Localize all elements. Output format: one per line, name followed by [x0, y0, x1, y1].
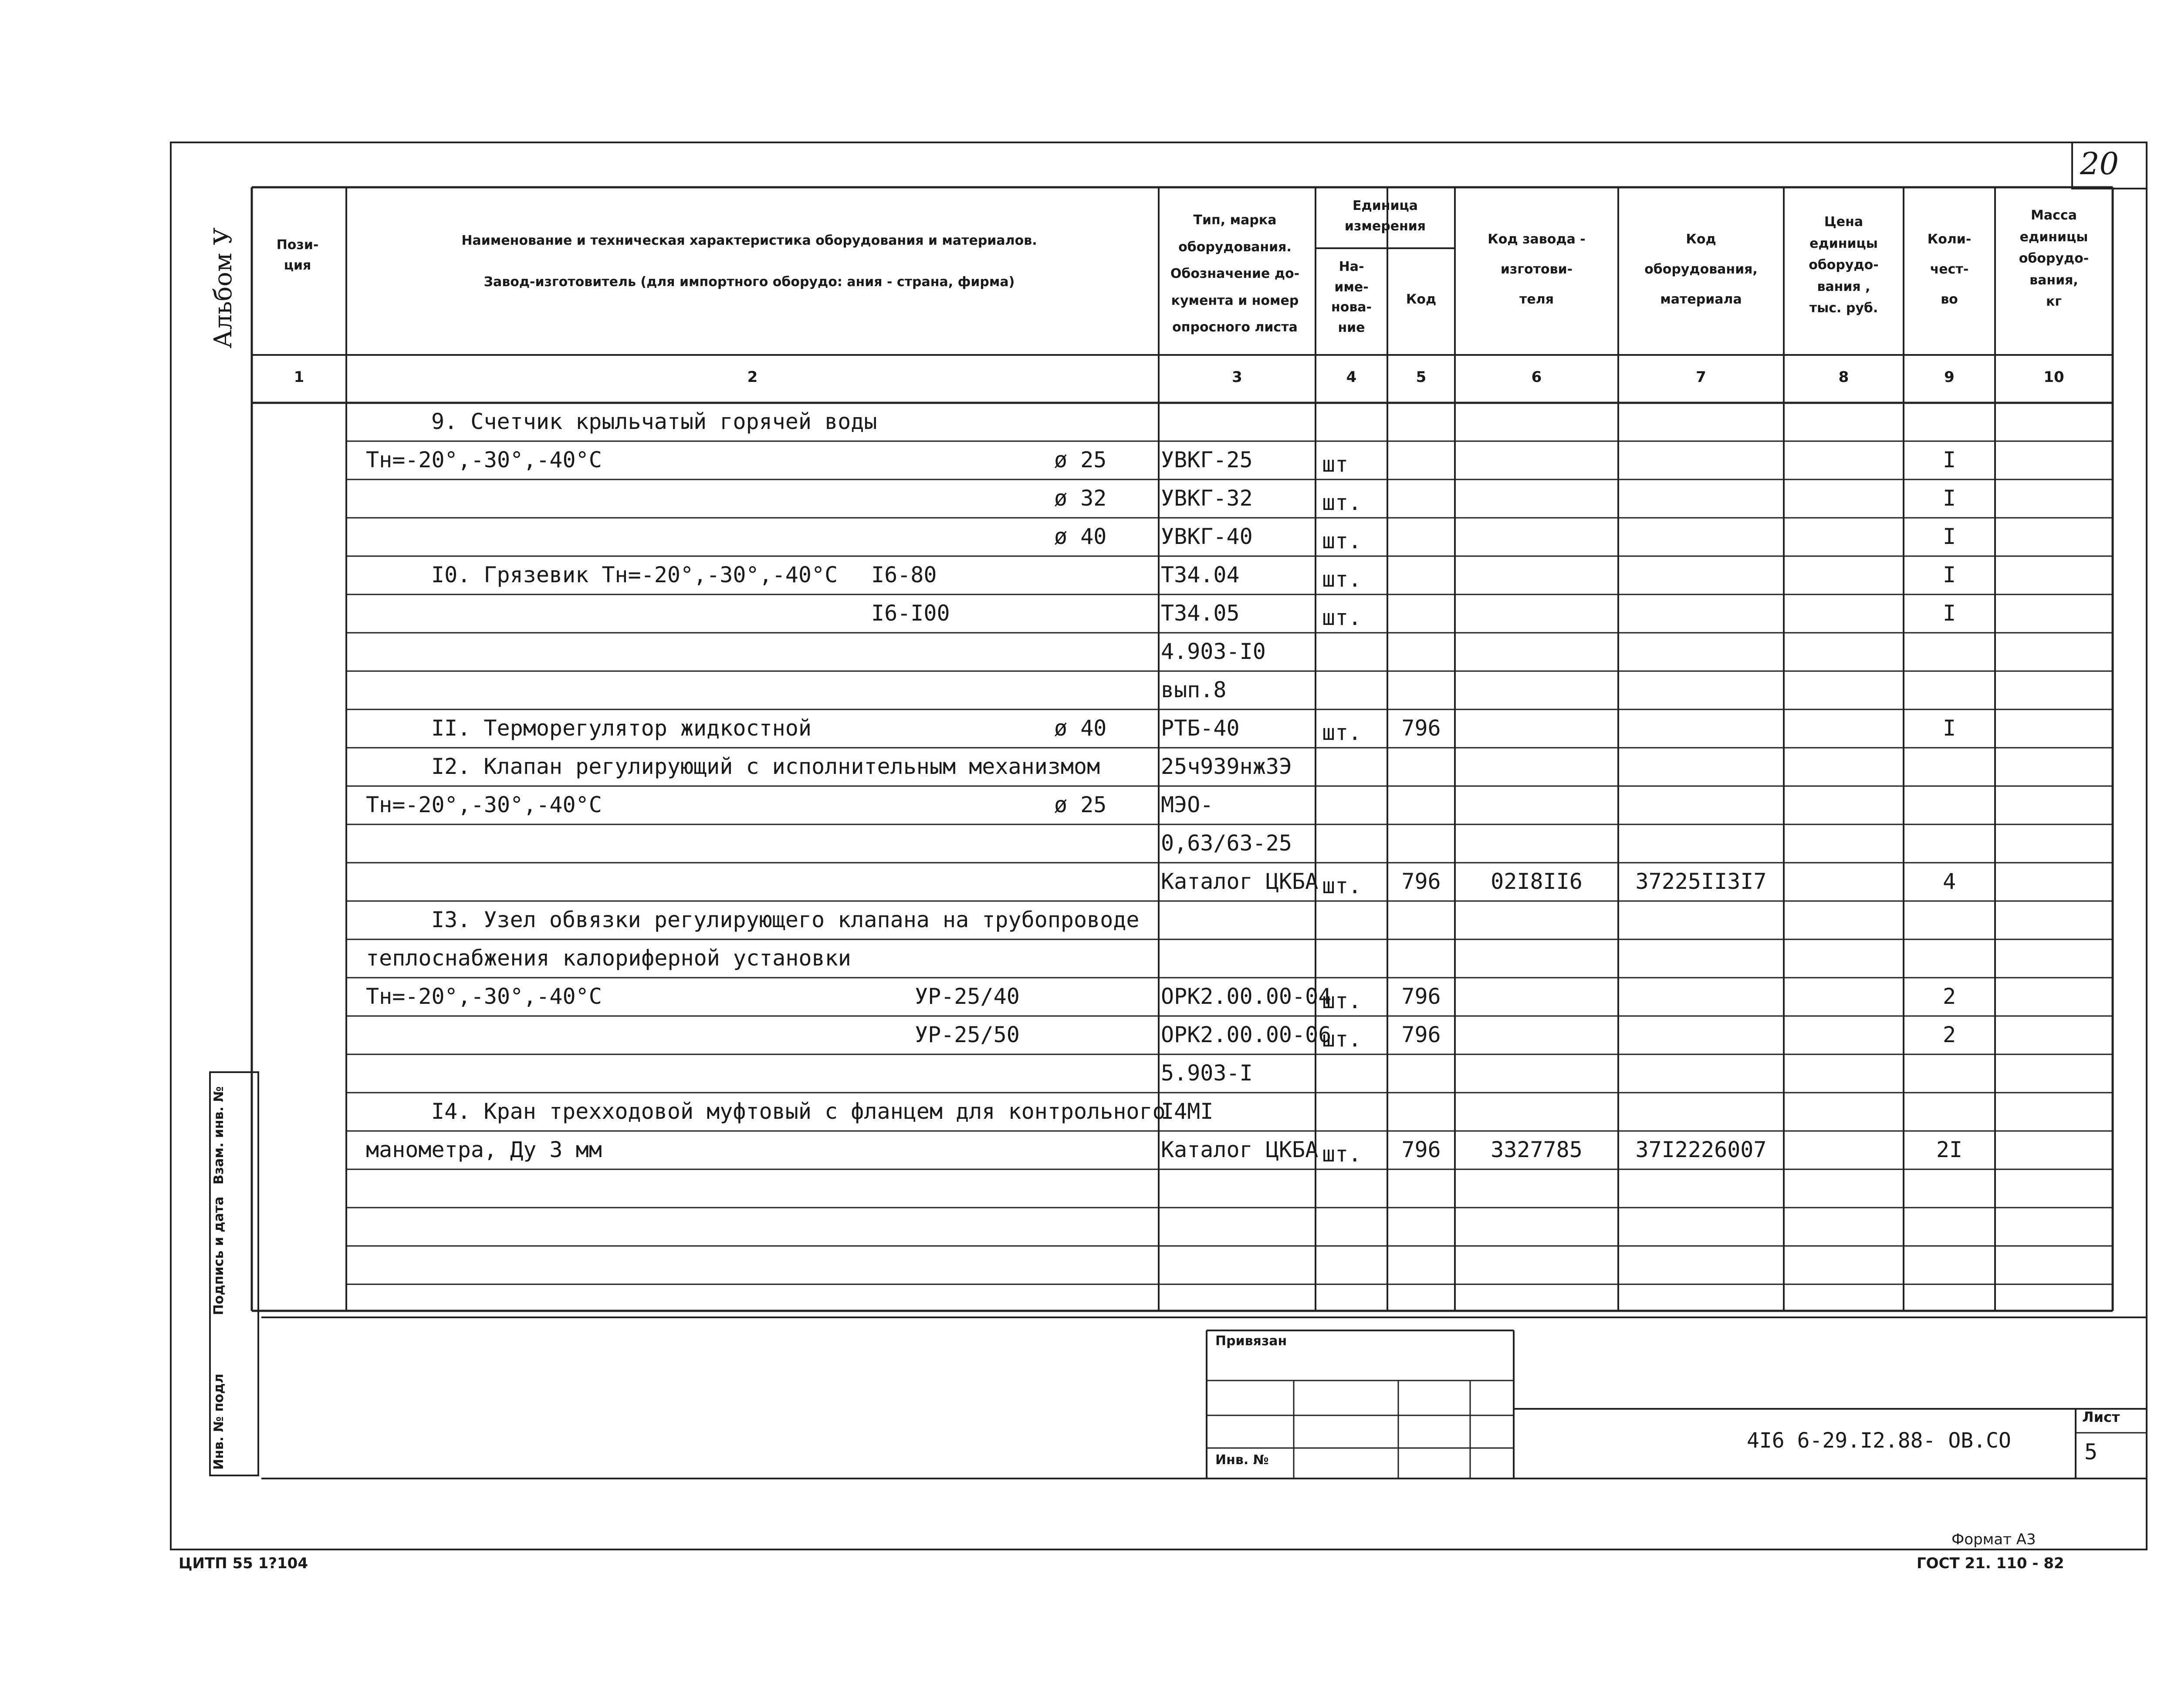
- column-number: 8: [1838, 368, 1849, 386]
- item-type: МЭО-: [1161, 792, 1214, 817]
- sheet-label: Лист: [2082, 1409, 2120, 1425]
- item-name: I2. Клапан регулирующий с исполнительным механизмом: [431, 754, 1100, 779]
- item-type: УВКГ-25: [1161, 447, 1253, 473]
- item-unit: шт.: [1322, 605, 1362, 630]
- item-unit: шт.: [1322, 490, 1362, 515]
- item-size: ø 25: [1054, 447, 1107, 473]
- item-unit: шт.: [1322, 873, 1362, 898]
- header-unit-name: На- име- нова- ние: [1331, 259, 1372, 335]
- item-size: УР-25/50: [915, 1022, 1020, 1047]
- stamp-inv-original: Инв. № подл: [211, 1374, 227, 1470]
- header-mass: Масса единицы оборудо- вания, кг: [2019, 208, 2089, 309]
- header-quantity: Коли- чест- во: [1927, 232, 1972, 307]
- item-quantity: 4: [1942, 869, 1956, 894]
- item-unit-code: 796: [1401, 869, 1441, 894]
- item-size: УР-25/40: [915, 984, 1020, 1009]
- item-name: I4. Кран трехходовой муфтовый с фланцем для контрольного: [431, 1099, 1166, 1124]
- column-number: 5: [1416, 368, 1427, 386]
- column-number: 9: [1944, 368, 1955, 386]
- column-number: 2: [747, 368, 758, 386]
- header-price: Цена единицы оборудо- вания , тыс. руб.: [1809, 214, 1879, 316]
- album-label: Альбом У: [209, 227, 237, 348]
- stamp-replace-inv: Взам. инв. №: [211, 1086, 227, 1185]
- item-equipment-code: 37I2226007: [1635, 1137, 1767, 1162]
- sheet-number: 5: [2084, 1439, 2098, 1465]
- item-type: вып.8: [1161, 677, 1227, 702]
- item-name: Тн=-20°,-30°,-40°С: [366, 447, 602, 473]
- header-factory-code: Код завода - изготови- теля: [1488, 232, 1586, 307]
- header-unit-code: Код: [1406, 292, 1437, 307]
- header-position: Пози- ция: [276, 237, 319, 273]
- item-name: I3. Узел обвязки регулирующего клапана на трубопроводе: [431, 907, 1140, 932]
- item-type: Каталог ЦКБА: [1161, 869, 1319, 894]
- item-quantity: I: [1942, 524, 1956, 549]
- item-quantity: I: [1942, 562, 1956, 587]
- item-unit-code: 796: [1401, 984, 1441, 1009]
- document-code: 4I6 6-29.I2.88- ОВ.СО: [1747, 1428, 2011, 1453]
- item-name: Тн=-20°,-30°,-40°С: [366, 792, 602, 817]
- column-number: 3: [1232, 368, 1242, 386]
- item-type: Т34.04: [1161, 562, 1240, 587]
- item-type: ОРК2.00.00-06: [1161, 1022, 1332, 1047]
- column-number: 1: [294, 368, 304, 386]
- item-type: РТБ-40: [1161, 716, 1240, 741]
- item-type: УВКГ-32: [1161, 486, 1253, 511]
- item-quantity: 2: [1942, 1022, 1956, 1047]
- item-name: Тн=-20°,-30°,-40°С: [366, 984, 602, 1009]
- inv-label: Инв. №: [1215, 1452, 1269, 1468]
- item-quantity: 2I: [1936, 1137, 1963, 1162]
- item-unit: шт.: [1322, 528, 1362, 554]
- item-name: теплоснабжения калориферной установки: [366, 945, 851, 971]
- item-quantity: I: [1942, 601, 1956, 626]
- item-quantity: 2: [1942, 984, 1956, 1009]
- item-size: I6-I00: [871, 601, 950, 626]
- footer-format: Формат А3: [1951, 1531, 2036, 1548]
- item-unit: шт.: [1322, 720, 1362, 745]
- item-size: ø 40: [1054, 716, 1107, 741]
- item-unit-code: 796: [1401, 1022, 1441, 1047]
- item-type: 4.903-I0: [1161, 639, 1266, 664]
- column-number: 10: [2043, 368, 2064, 386]
- item-size: I6-80: [871, 562, 937, 587]
- item-type: ОРК2.00.00-04: [1161, 984, 1332, 1009]
- header-unit: Единица измерения: [1344, 198, 1426, 234]
- header-name-line2: Завод-изготовитель (для импортного оборудо: ания - страна, фирма): [484, 274, 1015, 290]
- footer-gost: ГОСТ 21. 110 - 82: [1917, 1555, 2064, 1572]
- item-unit: шт.: [1322, 988, 1362, 1013]
- item-factory-code: 02I8II6: [1491, 869, 1583, 894]
- column-number: 7: [1696, 368, 1706, 386]
- item-type: УВКГ-40: [1161, 524, 1253, 549]
- item-unit-code: 796: [1401, 716, 1441, 741]
- item-type: Т34.05: [1161, 601, 1240, 626]
- item-quantity: I: [1942, 447, 1956, 473]
- item-name: 9. Счетчик крыльчатый горячей воды: [431, 409, 877, 434]
- item-type: 0,63/63-25: [1161, 830, 1292, 856]
- item-type: 5.903-I: [1161, 1060, 1253, 1086]
- item-unit-code: 796: [1401, 1137, 1441, 1162]
- item-unit: шт.: [1322, 1026, 1362, 1052]
- item-size: ø 40: [1054, 524, 1107, 549]
- item-name: I0. Грязевик Тн=-20°,-30°,-40°С: [431, 562, 838, 587]
- item-type: 25ч939нж3Э: [1161, 754, 1292, 779]
- header-type: Тип, марка оборудования. Обозначение до- кумента и номер опросного листа: [1170, 213, 1300, 335]
- page-number-handwritten: 20: [2080, 146, 2119, 182]
- item-unit: шт.: [1322, 567, 1362, 592]
- footer-left-code: ЦИТП 55 1?104: [179, 1555, 308, 1572]
- item-name: манометра, Ду 3 мм: [366, 1137, 602, 1162]
- item-unit: шт.: [1322, 1141, 1362, 1167]
- column-number: 4: [1346, 368, 1357, 386]
- item-size: ø 25: [1054, 792, 1107, 817]
- stamp-signature-date: Подпись и дата: [211, 1196, 227, 1315]
- header-equipment-code: Код оборудования, материала: [1644, 232, 1758, 307]
- item-quantity: I: [1942, 716, 1956, 741]
- item-type: Каталог ЦКБА: [1161, 1137, 1319, 1162]
- item-quantity: I: [1942, 486, 1956, 511]
- item-name: II. Терморегулятор жидкостной: [431, 716, 812, 741]
- item-factory-code: 3327785: [1491, 1137, 1583, 1162]
- item-equipment-code: 37225II3I7: [1635, 869, 1767, 894]
- item-size: ø 32: [1054, 486, 1107, 511]
- item-unit: шт: [1322, 452, 1349, 477]
- column-number: 6: [1531, 368, 1542, 386]
- privyazan-label: Привязан: [1215, 1333, 1287, 1349]
- header-name-line1: Наименование и техническая характеристика оборудования и материалов.: [461, 233, 1037, 248]
- item-type: I4МI: [1161, 1099, 1214, 1124]
